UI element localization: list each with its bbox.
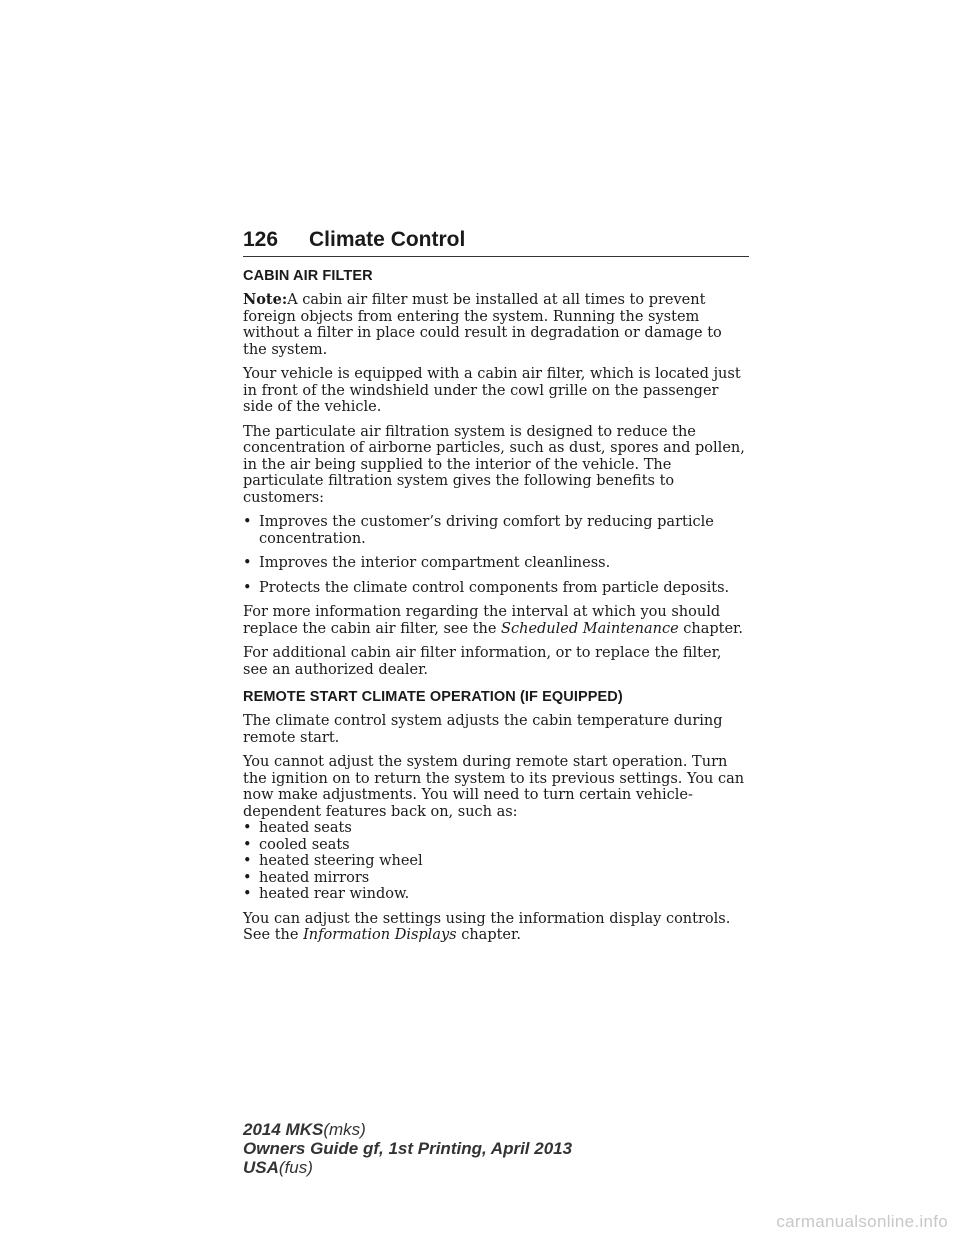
paragraph: For more information regarding the interval at which you should replace the cabin air filter, see the Scheduled Maintenance chapter. (243, 604, 744, 637)
section-heading-cabin-air-filter: CABIN AIR FILTER (243, 268, 373, 284)
note-label: Note: (243, 291, 288, 308)
bullet-icon: • (243, 514, 252, 530)
bullet-icon: • (243, 820, 252, 836)
list-item: • Protects the climate control components from particle deposits. (243, 579, 730, 596)
paragraph: The particulate air filtration system is designed to reduce the concentration of airborne particles, such as dust, spores and pollen, in the air being supplied to the interior of the vehicle. The particulate filtration system gives the following benefits to customers: (243, 423, 745, 506)
list-item: • heated steering wheel (243, 853, 423, 869)
list-item: • heated rear window. (243, 886, 410, 902)
list-item: • heated seats (243, 820, 352, 836)
chapter-title: Climate Control (309, 228, 466, 251)
note-text: A cabin air filter must be installed at all times to prevent foreign objects from entering the system. Running the system without a filter in place could result in degradation or damage to the system. (243, 292, 722, 358)
manual-page (243, 228, 749, 944)
footer-line: 2014 MKS(mks) (243, 1120, 366, 1139)
bullet-icon: • (243, 853, 252, 869)
footer-line: USA(fus) (243, 1158, 313, 1177)
list-item: • heated mirrors (243, 869, 370, 886)
note-paragraph (243, 292, 749, 358)
page-number: 126 (243, 228, 279, 251)
bullet-icon: • (243, 886, 252, 902)
page-header (243, 228, 749, 257)
site-watermark: carmanualsonline.info (776, 1212, 948, 1231)
paragraph: You can adjust the settings using the information display controls. See the Information Displays chapter. (243, 910, 731, 943)
paragraph: The climate control system adjusts the cabin temperature during remote start. (243, 713, 723, 746)
cross-reference-link[interactable]: Scheduled Maintenance (501, 620, 679, 637)
bullet-icon: • (243, 836, 252, 853)
list-item: • Improves the customer’s driving comfort by reducing particle concentration. (243, 514, 714, 547)
features-list (243, 820, 749, 903)
list-item: • Improves the interior compartment cleanliness. (243, 555, 611, 571)
paragraph: Your vehicle is equipped with a cabin air filter, which is located just in front of the windshield under the cowl grille on the passenger side of the vehicle. (243, 366, 741, 415)
cross-reference-link[interactable]: Information Displays (303, 927, 457, 943)
paragraph: For additional cabin air filter information, or to replace the filter, see an authorized dealer. (243, 645, 722, 678)
bullet-icon: • (243, 579, 252, 596)
list-item: • cooled seats (243, 836, 350, 853)
section-heading-remote-start: REMOTE START CLIMATE OPERATION (IF EQUIPPED) (243, 689, 623, 705)
footer-line: Owners Guide gf, 1st Printing, April 2013 (243, 1139, 573, 1158)
paragraph: You cannot adjust the system during remote start operation. Turn the ignition on to return the system to its previous settings. You can now make adjustments. You will need to turn certain vehicle-dependent features back on, such as: (243, 754, 745, 820)
bullet-icon: • (243, 555, 252, 571)
bullet-icon: • (243, 869, 252, 886)
benefits-list (243, 514, 749, 596)
print-footer (243, 1120, 572, 1177)
